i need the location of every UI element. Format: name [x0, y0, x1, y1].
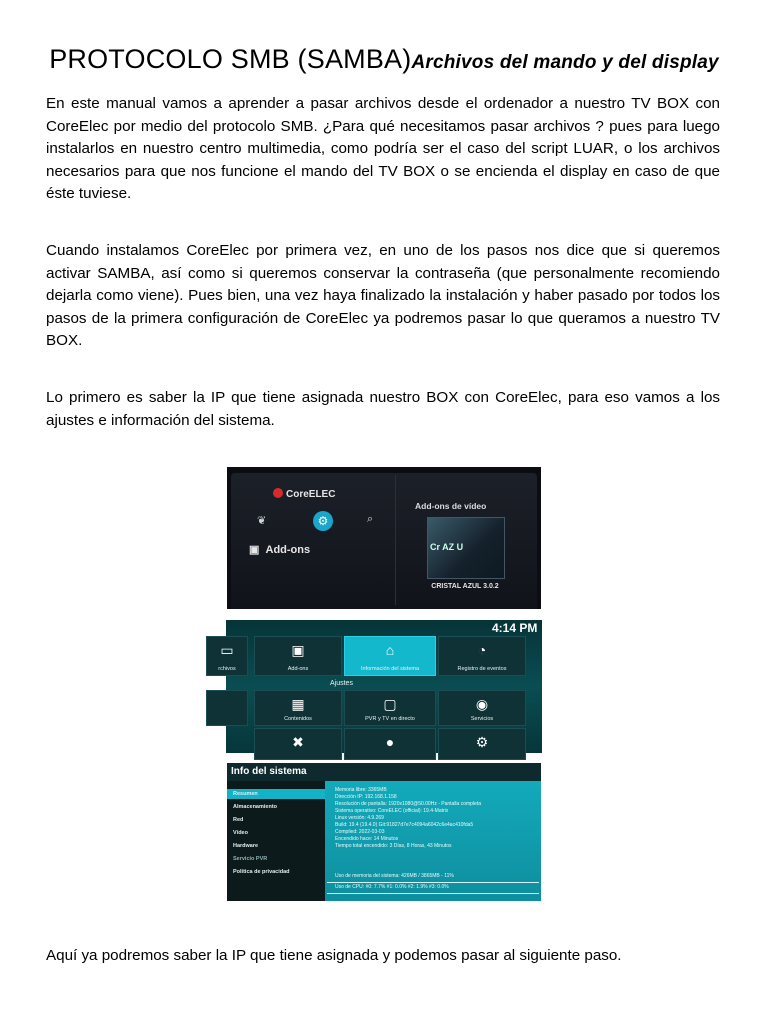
system-info-menu: [227, 781, 325, 901]
tile-archivos: ▭ rchivos: [206, 636, 248, 676]
menu-item: Resumen: [233, 791, 258, 797]
user-icon: ●: [385, 734, 395, 750]
info-line: Dirección IP: 192.168.1.158: [335, 794, 397, 800]
title-main: PROTOCOLO SMB (SAMBA): [49, 44, 412, 74]
screenshot-system-info: [227, 763, 541, 901]
divider: [395, 475, 396, 605]
tv-icon: ▢: [383, 696, 397, 712]
paragraph-ip: Lo primero es saber la IP que tiene asignada nuestro BOX con CoreElec, para eso vamos a los ajustes e información del sistema.: [46, 389, 720, 429]
media-icon: ▦: [291, 696, 305, 712]
coreelec-logo: CoreELEC: [273, 488, 335, 500]
tile-pvr: ▢ PVR y TV en directo: [344, 690, 436, 726]
info-line: Tiempo total encendido: 3 Días, 8 Horas, 43 Minutos: [335, 843, 452, 849]
menu-item: Servicio PVR: [233, 856, 268, 862]
tile-event-log: ◔ Registro de eventos: [438, 636, 526, 676]
tile-settings: [438, 728, 526, 760]
title-subtitle: Archivos del mando y del display: [411, 52, 719, 73]
info-line: Compiled: 2022-03-03: [335, 829, 385, 835]
leaf-icon: ❦: [257, 515, 267, 527]
info-line: Uso de CPU: #0: 7.7% #1: 0.0% #2: 1.9% #3: 0.0%: [335, 884, 449, 890]
paragraph-next-step: Aquí ya podremos saber la IP que tiene asignada y podemos pasar al siguiente paso.: [46, 947, 622, 964]
log-icon: ◔: [477, 642, 487, 658]
document-title: [0, 44, 768, 75]
box-icon: ▣: [249, 544, 266, 556]
close-icon: ✖: [292, 734, 304, 750]
box-icon: ▣: [291, 642, 305, 658]
screenshot-settings: [218, 620, 542, 753]
paragraph-intro: En este manual vamos a aprender a pasar archivos desde el ordenador a nuestro TV BOX con CoreElec por medio del protocolo SMB. ¿Para qué necesitamos pasar archivos ? pues para luego instalarlos en nuestro centro multimedia, como podría ser el caso del script LUAR, o los archivos necesarios para que nos funcione el mando del TV BOX o se encienda el display en caso de que éste tuviese.: [46, 95, 720, 203]
menu-item: Hardware: [233, 843, 259, 849]
tile-close: [254, 728, 342, 760]
broadcast-icon: ◉: [475, 696, 489, 712]
info-line: Encendido hace: 14 Minutos: [335, 836, 399, 842]
info-line: Memoria libre: 3365MB: [335, 787, 387, 793]
gear-icon: ⚙: [313, 511, 333, 531]
folder-icon: ▭: [220, 642, 234, 658]
tile-system-info: ⌂ Información del sistema: [344, 636, 436, 676]
tile-left-edge: [206, 690, 248, 726]
search-icon: ⌕: [367, 513, 374, 525]
addon-caption: CRISTAL AZUL 3.0.2: [431, 583, 499, 590]
tile-addons: ▣ Add-ons: [254, 636, 342, 676]
addon-poster: Cr AZ U: [427, 517, 505, 579]
info-line: Sistema operativo: CoreELEC (official): 19.4-Matrix: [335, 808, 449, 814]
system-info-header: Info del sistema: [227, 763, 541, 781]
menu-item: Almacenamiento: [233, 804, 278, 810]
screenshot-coreelec-home: [227, 467, 541, 609]
paragraph-install: Cuando instalamos CoreElec por primera vez, en uno de los pasos nos dice que si queremos activar SAMBA, así como si queremos conservar la contraseña (que personalmente recomiendo dejarla como viene). Pues bien, una vez haya finalizado la instalación y haber pasado por todos los pasos de la primera configuración de CoreElec ya podremos pasar lo que queramos a nuestro TV BOX.: [46, 242, 720, 350]
tile-profiles: [344, 728, 436, 760]
menu-item: Política de privacidad: [233, 869, 290, 875]
section-ajustes: Ajustes: [330, 680, 353, 687]
presentation-icon: ⌂: [385, 642, 395, 658]
video-addons-heading: Add-ons de vídeo: [415, 501, 487, 511]
clock: 4:14 PM: [492, 621, 538, 635]
system-info-panel: [325, 781, 541, 901]
info-line: Resolución de pantalla: 1920x1080@50.00Hz - Pantalla completa: [335, 801, 482, 807]
menu-item-addons: ▣ Add-ons: [249, 544, 311, 556]
info-line: Uso de memoria del sistema: 426MB / 3865MB - 11%: [335, 873, 454, 879]
power-icon: [273, 488, 283, 498]
tile-contenidos: ▦ Contenidos: [254, 690, 342, 726]
menu-item: Red: [233, 817, 244, 823]
tile-servicios: ◉ Servicios: [438, 690, 526, 726]
info-line: Build: 19.4 (19.4.0) Git:91827d7e7c4094a6042c6e4ac410fda5: [335, 822, 474, 828]
info-line: Linux versión: 4.9.269: [335, 815, 384, 821]
gear-icon: ⚙: [475, 734, 489, 750]
menu-item: Vídeo: [233, 830, 248, 836]
